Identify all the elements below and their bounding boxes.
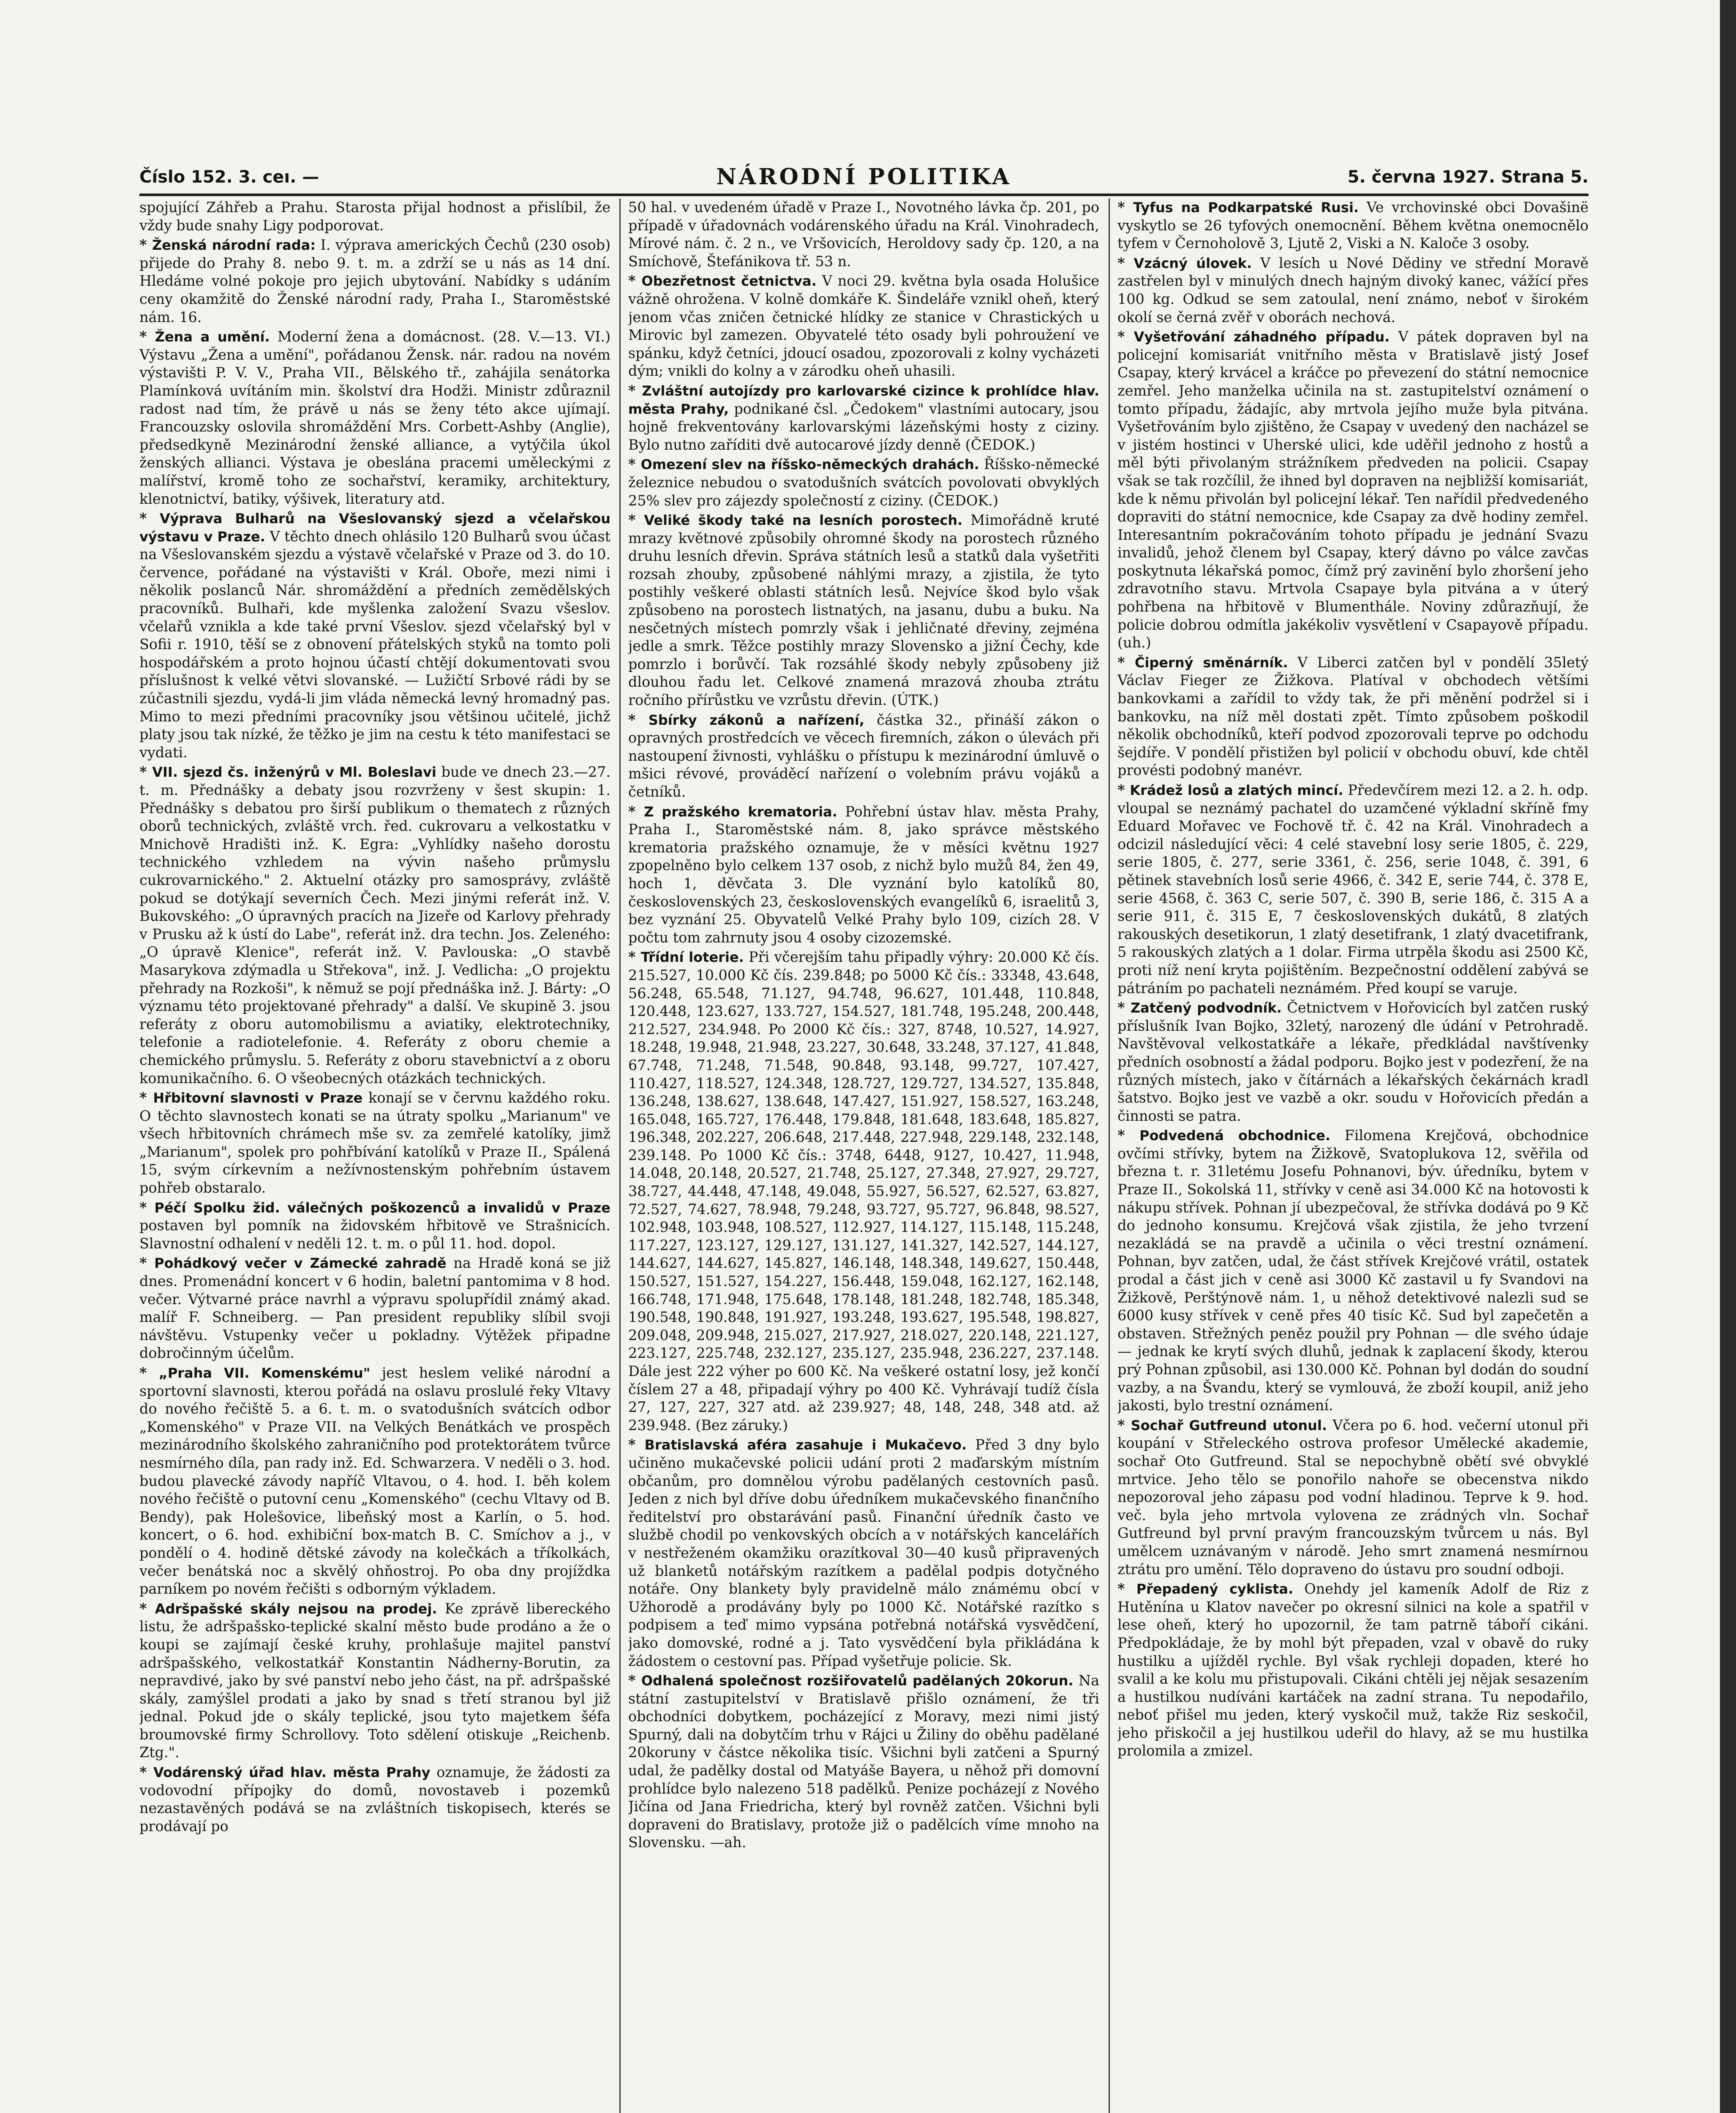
- article-body: postaven byl pomník na židovském hřbitově ve Strašnicích. Slavnostní odhalení v neděli 12. t. m. o půl 11. hod. dopol.: [139, 1217, 610, 1252]
- issue-number: Číslo 152. 3. ceı. —: [139, 167, 319, 187]
- article-body: Včera po 6. hod. večerní utonul při koupání v Střeleckého ostrova profesor Umělecké akademie, sochař Oto Gutfreund. Stal se nepochybně obětí své obvyklé mrtvice. Jeho tělo se ponořilo nahoře se obecenstva nikdo nepozoroval jeho zápasu pod vodní hladinou. Teprve k 9. hod. več. byla jeho mrtvola vylovena ze zrádných vln. Sochař Gutfreund byl první pravým francouzským tvůrcem u nás. Byl umělcem uznávaným v národě. Jeho smrt znamená nesmírnou ztrátu pro umění. Tělo dopraveno do ústavu pro soudní odboji.: [1117, 1417, 1589, 1578]
- article-bullet-icon: *: [628, 803, 644, 820]
- article-body: 50 hal. v uvedeném úřadě v Praze I., Novotného lávka čp. 201, po případě v úřadovnách vodárenského úřadu na Král. Vinohradech, Mírové nám. č. 2 n., ve Vršovicích, Heroldovy sady čp. 120, a na Smíchově, Štefánikova tř. 53 n.: [628, 199, 1099, 270]
- news-article: [139, 1199, 610, 1253]
- article-body: na Hradě koná se již dnes. Promenádní koncert v 6 hodin, baletní pantomima v 8 hod. večer. Výtvarné práce navrhl a výpravu spolupřídil známý akad. malíř F. Schneiberg. — Pan president republiky slíbil svoji návštěvu. Vstupenky večer u pokladny. Výtěžek připadne dobročinným účelům.: [139, 1255, 610, 1362]
- article-heading: Žena a umění.: [155, 329, 270, 345]
- news-article: [1117, 199, 1589, 253]
- article-bullet-icon: *: [1117, 254, 1134, 271]
- article-bullet-icon: *: [628, 949, 641, 966]
- page-header: [139, 164, 1589, 196]
- article-bullet-icon: *: [139, 1255, 155, 1272]
- news-article: [139, 1364, 610, 1598]
- article-heading: VII. sjezd čs. inženýrů v Ml. Boleslavi: [152, 764, 436, 781]
- article-body: podnikané čsl. „Čedokem" vlastními autocary, jsou hojně frekventovány karlovarskými lázeňskými hosty z ciziny. Bylo nutno zaříditi dvě autocarové jízdy denně (ČEDOK.): [628, 400, 1099, 453]
- article-body: Onehdy jel kameník Adolf de Riz z Hutěnína u Klatov navečer po okresní silnici na kole a spatřil v lese oheň, který ho upozornil, že tam patrně táboří cikáni. Předpokládaje, že by mohl být přepaden, vzal v obavě do ruky hustilku a ujížděl rychle. Byl však rychleji dopaden, které ho svalil a ke kolu mu přistupovali. Cikáni chtěli jej nějak sesazením a hustilkou nudíváni kartáček na zadní strana. Tu nepodařilo, neboť přišel mu jeden, který vyskočil muž, takže Riz seskočil, jeho přiskočil a jej hustilkou udeřil do hlavy, až se mu hustilka prolomila a zmizel.: [1117, 1581, 1589, 1759]
- column-left: [139, 199, 610, 2113]
- article-body: bude ve dnech 23.—27. t. m. Přednášky a debaty jsou rozvrženy v šest skupin: 1. Přednášky s debatou pro širší publikum o thematech z různých oborů technických, zvláště vrch. řed. cukrovaru a velkostatku v Mnichově Hradišti inž. K. Egra: „Vyhlídky našeho dorostu technického vzhledem na vývin našeho průmyslu cukrovarnického." 2. Aktuelní otázky pro samosprávy, zvláště pokud se dotýkají severních Čech. Mezi jinými referát inž. V. Bukovského: „O úpravných pracích na Jizeře od Karlovy přehrady v Prusku až k ústí do Labe", referát inž. dra techn. Jos. Zeleného: „O úpravě Klenice", referát inž. V. Pavlouska: „O stavbě Masarykova zdýmadla u Střekova", inž. J. Vedlicha: „O projektu přehrady na Rozkoši", k němuž se pojí přednáška inž. J. Bárty: „O významu této projektované přehrady" a další. Ve skupině 3. jsou referáty z oboru automobilismu a aviatiky, elektrotechniky, telefonie a radiotelefonie. 4. Referáty z oboru chemie a chemického průmyslu. 5. Referáty z oboru stavebnictví a z oboru komunikačního. 6. O všeobecných otázkách technických.: [139, 764, 610, 1087]
- article-heading: Vodárenský úřad hlav. města Prahy: [153, 1764, 431, 1781]
- news-article: [628, 382, 1099, 454]
- article-bullet-icon: *: [1117, 1581, 1136, 1597]
- article-bullet-icon: *: [628, 273, 642, 289]
- article-bullet-icon: *: [1117, 782, 1130, 798]
- article-body: Pohřební ústav hlav. města Prahy, Praha I., Staroměstské nám. 8, jako správce městského krematoria pražského oznamuje, že v měsíci květnu 1927 zpopelněno bylo celkem 137 osob, z nichž bylo mužů 84, žen 49, hoch 1, děvčata 3. Dle vyznání bylo katolíků 80, československých 23, československých evangelíků 6, israelitů 3, bez vyznání 25. Obyvatelů Velké Prahy bylo 109, cizích 28. V počtu tom zahrnuty jsou 4 osoby cizozemské.: [628, 803, 1099, 946]
- article-heading: Vzácný úlovek.: [1134, 255, 1252, 271]
- article-body: Předevčírem mezi 12. a 2. h. odp. vloupal se neznámý pachatel do uzamčené výkladní skříně fmy Eduard Mořavec ve Fochově tř. č. 42 na Král. Vinohradech a odcizil následující věci: 4 celé stavební losy serie 1805, č. 229, serie 1805, č. 277, serie 3361, č. 256, serie 1048, č. 391, 6 pětinek stavebních losů serie 4966, č. 342 E, serie 744, č. 378 E, serie 4568, č. 363 C, serie 507, č. 390 B, serie 186, č. 315 A a serie 911, č. 315 E, 7 československých dukátů, 8 zlatých rakouských desetikorun, 1 zlatý desetifrank, 1 zlatý dvacetifrank, 5 rakouských zlatých a 1 dolar. Firma utrpěla škodu asi 2500 Kč, proti níž není kryta pojištěním. Bezpečnostní oddělení zabývá se pátráním po pachateli neznámém. Před koupí se varuje.: [1117, 782, 1589, 996]
- article-bullet-icon: *: [139, 1600, 155, 1617]
- article-body: Při včerejším tahu připadly výhry: 20.000 Kč čís. 215.527, 10.000 Kč čís. 239.848; po 5000 Kč čís.: 33348, 43.648, 56.248, 65.548, 71.127, 94.748, 96.627, 101.448, 110.848, 120.448, 123.627, 133.727, 154.527, 181.748, 195.248, 200.448, 212.527, 234.948. Po 2000 Kč čís.: 327, 8748, 10.527, 14.927, 18.248, 19.948, 21.948, 23.227, 30.648, 33.248, 37.127, 41.848, 67.748, 71.248, 71.548, 90.848, 93.148, 99.727, 107.427, 110.427, 118.527, 124.348, 128.727, 129.727, 134.527, 135.848, 136.248, 138.627, 138.648, 147.427, 151.927, 158.527, 163.248, 165.048, 165.727, 176.448, 179.848, 181.648, 183.648, 185.827, 196.348, 202.227, 206.648, 217.448, 227.948, 229.148, 232.148, 239.148. Po 1000 Kč čís.: 3748, 6448, 9127, 10.427, 11.948, 14.048, 20.148, 20.527, 21.748, 25.127, 27.348, 27.927, 29.727, 38.727, 44.448, 47.148, 49.048, 55.927, 56.527, 62.527, 63.827, 72.527, 74.627, 78.948, 79.248, 93.727, 95.727, 96.848, 98.527, 102.948, 103.948, 108.527, 112.927, 114.127, 115.148, 115.248, 117.227, 123.127, 129.127, 131.127, 141.327, 142.527, 144.127, 144.627, 144.627, 145.827, 146.148, 148.348, 149.627, 150.448, 150.527, 151.527, 154.227, 156.448, 159.048, 162.127, 162.148, 166.748, 171.948, 175.648, 178.148, 181.248, 182.748, 185.348, 190.548, 190.848, 191.927, 193.248, 193.627, 195.548, 198.827, 209.048, 209.948, 215.027, 217.927, 218.027, 220.148, 221.127, 223.127, 225.748, 232.127, 235.127, 235.948, 236.227, 237.148. Dále jest 222 výher po 600 Kč. Na veškeré ostatní losy, jež končí číslem 27 a 48, připadají výhry po 400 Kč. Vyhrávají tudíž čísla 27, 127, 227, 327 atd. až 239.927; 48, 148, 248, 348 atd. až 239.948. (Bez záruky.): [628, 949, 1099, 1433]
- article-heading: Péčí Spolku žid. válečných poškozenců a invalidů v Praze: [154, 1199, 610, 1216]
- article-columns: [139, 199, 1589, 2113]
- article-bullet-icon: *: [139, 1199, 155, 1216]
- article-body: Moderní žena a domácnost. (28. V.—13. VI.) Výstavu „Žena a umění", pořádanou Žensk. nár. radou na novém výstavišti P. V. V., Praha VII., Bělského tř., zahájila senátorka Plamínková uvítáním min. školství dra Hodži. Ministr zdůraznil radost nad tím, že právě u nás se ženy této akce ujímají. Francouzsky oslovila shromáždění Mrs. Corbett-Ashby (Anglie), předsedkyně Mezinárodní ženské alliance, a vytýčila úkol ženských allianci. Výstava je obeslána pracemi uměleckými z malířství, kromě toho ze sochařství, keramiky, architektury, klenotnictví, batiky, výšivek, literatury atd.: [139, 328, 610, 507]
- column-right: [1117, 199, 1589, 2113]
- news-article: [1117, 1417, 1589, 1578]
- news-article: [139, 1089, 610, 1197]
- news-article: [139, 763, 610, 1087]
- news-article: [628, 1436, 1099, 1670]
- article-heading: Omezení slev na říšsko-německých drahách.: [640, 456, 979, 473]
- article-heading: Adršpašské skály nejsou na prodej.: [155, 1600, 437, 1617]
- article-bullet-icon: *: [1117, 199, 1134, 216]
- article-bullet-icon: *: [1117, 654, 1135, 671]
- news-article: [628, 948, 1099, 1434]
- article-heading: Odhalená společnost rozšiřovatelů padělaných 20korun.: [641, 1673, 1074, 1689]
- article-body: Před 3 dny bylo učiněno mukačevské policii udání proti 2 maďarským místním občanům, pro domnělou výrobu padělaných cestovních pasů. Jeden z nich byl dříve dobu úředníkem mukačevského finančního ředitelství pro obstarávání pasů. Finanční úředník často ve službě chodil po venkovských obcích a v notářských kancelářích v nestřeženém okamžiku orazítkoval 30—40 kusů připravených už blanketů notářským razítkem a padělal podpis dotyčného notáře. Ony blankety byly pravidelně málo známému obcí v Užhorodě a prodávány byly po 1000 Kč. Notářské razítko s podpisem a teď mimo vypsána potřebná notářská vysvědčení, jako domovské, rodné a j. Tato vysvědčení byla přikládána k žádostem o cestovní pas. Případ vyšetřuje policie. Sk.: [628, 1436, 1099, 1669]
- article-body: Na státní zastupitelství v Bratislavě přišlo oznámení, že tři obchodníci dobytkem, pocházející z Moravy, mezi nimi jistý Spurný, dali na dobytčím trhu v Rájci u Žiliny do oběhu padělané 20koruny v částce několika tisíc. Všichni byli zatčeni a Spurný udal, že padělky dostal od Matyáše Bayera, u něhož při domovní prohlídce bylo nalezeno 518 padělků. Penize pocházejí z Nového Jičína od Jana Friedricha, který byl rovněž zatčen. Všichni byli dopraveni do Bratislavy, protože již o padělcích víme mnoho na Slovensku. —ah.: [628, 1672, 1099, 1851]
- news-article: [628, 711, 1099, 801]
- masthead-title: NÁRODNÍ POLITIKA: [716, 164, 1012, 190]
- news-article: [139, 1600, 610, 1762]
- article-body: jest heslem veliké národní a sportovní slavnosti, kterou pořádá na oslavu proslulé řeky Vltavy do nového řečiště 5. a 6. t. m. o svatodušních svátcích odbor „Komenského" v Praze VII. na Velkých Benátkách ve prospěch mezinárodního školského zahraničního pod protektorátem tvůrce nesmírného díla, pan rady inž. Ed. Schwarzera. V neděli o 3. hod. budou plavecké závody napříč Vltavou, o 4. hod. I. běh kolem nového řečiště o putovní cenu „Komenského" (cechu Vltavy od B. Bendy), pak Holešovice, libeňský most a Karlín, o 5. hod. koncert, o 6. hod. exhibiční box-match B. C. Smíchov a j., v pondělí o 4. hodině dětské závody na kolečkách a tříkolkách, večer benátská noc a skvělý ohňostroj. Po oba dny projíždka parníkem po novém řečišti s odborným výkladem.: [139, 1365, 610, 1597]
- article-body: oznamuje, že žádosti za vodovodní přípojky do domů, novostaveb i pozemků nezastavěných podává se na zvláštních tiskopisech, kterés se prodávají po: [139, 1764, 610, 1835]
- article-body: V pátek dopraven byl na policejní komisariát vnitřního města v Bratislavě jistý Josef Csapay, který krvácel a kráčce po převezení do státní nemocnice zemřel. Jeho manželka učinila na st. zastupitelství oznámení o tomto případu, žádajíc, aby mrtvola jejího muže byla pitvána. Vyšetřováním bylo zjištěno, že Csapay v uvedený den nacházel se v jistém hostinci v Uherské ulici, kde uděřil jednoho z hostů a měl býti přivolaným strážníkem předveden na policii. Csapay však se tak rozčílil, že ihned byl dopraven na nejbližší komisariát, kde k němu přivolán byl policejní lékař. Ten nařídil předvedeného dopraviti do státní nemocnice, kde Csapay za dvě hodiny zemřel. Interesantním pokračováním tohoto případu je jednání Svazu invalidů, jehož členem byl Csapay, který dávno po válce zavčas poskytnuta lékařská pomoc, čímž prý zavinění bylo zhoršení jeho zdravotního stavu. Mrtvola Csapaye byla pitvána a v úterý pohřbena na hřbitově v Blumenthále. Noviny zdůrazňují, že policie dobrou odmítla jakékoliv vysvětlení v Csapayově případu. (uh.): [1117, 328, 1589, 651]
- article-body: Říšsko-německé železnice nebudou o svatodušních svátcích povolovati obvyklých 25% slev pro zájezdy společností z ciziny. (ČEDOK.): [628, 456, 1099, 509]
- article-heading: „Praha VII. Komenskému": [158, 1365, 371, 1381]
- article-bullet-icon: *: [628, 382, 642, 399]
- news-article: [1117, 999, 1589, 1125]
- article-heading: Sochař Gutfreund utonul.: [1131, 1417, 1327, 1433]
- article-heading: Přepadený cyklista.: [1136, 1581, 1294, 1597]
- news-article: [628, 199, 1099, 270]
- article-bullet-icon: *: [628, 1672, 641, 1689]
- news-article: [139, 510, 610, 762]
- news-article: [628, 456, 1099, 510]
- article-heading: Vyšetřování záhadného případu.: [1134, 329, 1390, 345]
- column-middle: [628, 199, 1099, 2113]
- article-bullet-icon: *: [1117, 999, 1131, 1016]
- article-bullet-icon: *: [1117, 328, 1134, 345]
- article-body: I. výprava amerických Čechů (230 osob) přijede do Prahy 8. nebo 9. t. m. a zdrží se u nás as 14 dní. Hledáme volné pokoje pro jejich ubytování. Nabídky s udáním ceny okamžitě do Ženské národní rady, Praha I., Staroměstské nám. 16.: [139, 237, 610, 325]
- article-heading: Třídní loterie.: [640, 949, 744, 966]
- article-heading: Krádež losů a zlatých mincí.: [1130, 782, 1344, 798]
- article-body: V noci 29. května byla osada Holušice vážně ohrožena. V kolně domkáře K. Šindeláře vznikl oheň, který jenom včas zničen četnické hlídky ze stanice v Chrastických u Mirovic byl zamezen. Obyvatelé této osady byli pohroužení ve spánku, když četníci, jdoucí osadou, zpozorovali z kolny vycházeti dým; vnikli do kolny a v zárodku oheň uhasili.: [628, 273, 1099, 379]
- article-bullet-icon: *: [628, 1436, 645, 1453]
- article-heading: Zvláštní autojízdy pro karlovarské cizince k prohlídce hlav. města Prahy,: [628, 382, 1099, 417]
- news-article: [1117, 1127, 1589, 1415]
- article-bullet-icon: *: [1117, 1127, 1139, 1144]
- article-bullet-icon: *: [139, 1089, 153, 1106]
- article-body: Ve vrchovinské obci Dovašinë vyskytlo se 26 tyfových onemocnění. Během května onemocnělo tyfem v Černoholově 3, Ljutě 2, Viski a N. Kaloče 3 osoby.: [1117, 199, 1589, 252]
- news-article: [1117, 1580, 1589, 1760]
- article-bullet-icon: *: [139, 328, 155, 345]
- article-heading: Podvedená obchodnice.: [1139, 1127, 1331, 1144]
- article-body: V těchto dnech ohlásilo 120 Bulharů svou účast na Všeslovanském sjezdu a výstavě včelařské v Praze od 3. do 10. července, pořádané na výstavišti v Král. Oboře, mezi nimi i několik poslanců Nár. shromáždění a předních zemědělských pracovníků. Bulhaři, kde myšlenka založení Svazu všeslov. včelařů vznikla a kde také první Všeslov. sjezd včelařský byl v Sofii r. 1910, těší se z obnovení přátelských styků na tomto poli hospodářském a proto hojnou účastí chtějí dokumentovati svou příslušnost k velké větvi slovanské. — Lužičtí Srbové rádi by se zúčastnili sjezdu, vydá-li jim vláda německá levný hromadný pas. Mimo to mezi předními pracovníky jsou většinou učitelé, jichž platy jsou tak nízké, že těžko je jim na cestu k této manifestaci se vydati.: [139, 528, 610, 761]
- article-body: konají se v červnu každého roku. O těchto slavnostech konati se na útraty spolku „Marianum" ve všech hřbitovních chrámech mše sv. za zemřelé katolíky, jimž „Marianum", spolek pro pohřbívání katolíků v Praze II., Spálená 15, svým církevním a nežívnostenským pohřebním ústavem pohřeb obstaralo.: [139, 1089, 610, 1196]
- news-article: [1117, 328, 1589, 652]
- article-body: Filomena Krejčová, obchodnice ovčími střívky, bytem na Žižkově, Svatoplukova 12, svěřila od března t. r. 31letému Josefu Pohnanovi, býv. úředníku, bytem v Praze II., Sokolská 11, střívky v ceně asi 34.000 Kč na hotovosti k nákupu střívek. Pohnan jí ubezpečoval, že střívka dodává po 9 Kč do jednoho konsumu. Krejčová však zjistila, že jeho tvrzení nezakládá se na pravdě a učinila o věci trestní oznámení. Pohnan, byv zatčen, udal, že část střívek Krejčové vrátil, ostatek prodal a část jich v ceně asi 3000 Kč zastavil u fy Svandovi na Žižkově, Perštýnově nám. 1, u něhož detektivové nalezli sud se 6000 kusy střívek v ceně přes 40 tisíc Kč. Sud byl zapečetěn a obstaven. Střežných peněz použil pry Pohnan — dle svého údaje — jednak ke krytí svých dluhů, jednak k zaplacení škody, kterou prý Pohnan způsobil, asi 130.000 Kč. Pohnan byl dodán do soudní vazby, a na Švandu, který se vymlouvá, že zboží koupil, aniž jeho jakosti, bylo trestní oznámení.: [1117, 1127, 1589, 1414]
- news-article: [139, 199, 610, 235]
- article-bullet-icon: *: [628, 711, 649, 728]
- article-body: Ke zprávě libereckého listu, že adršpašsko-teplické skalní město bude prodáno a že o koupi se zajímají české kruhy, prohlašuje majitel panství adršpašského, velkostatkář Konstantin Nádherny-Borutin, za nepravdivé, jako by své panství nebo jeho část, na př. adršpašské skály, zamýšlel prodati a jako by snad s třetí stranou byl již jednal. Pokud jde o skály teplické, jsou tyto majetkem šéfa broumovské firmy Schrollovy. Toto sdělení otiskuje „Reichenb. Ztg.".: [139, 1600, 610, 1761]
- article-heading: Výprava Bulharů na Všeslovanský sjezd a včelařskou výstavu v Praze.: [139, 511, 610, 545]
- news-article: [1117, 781, 1589, 997]
- article-heading: Bratislavská aféra zasahuje i Mukačevo.: [644, 1437, 967, 1453]
- news-article: [1117, 254, 1589, 326]
- news-article: [139, 236, 610, 326]
- news-article: [628, 272, 1099, 380]
- news-article: [139, 328, 610, 508]
- news-article: [139, 1254, 610, 1362]
- article-body: V Liberci zatčen byl v pondělí 35letý Václav Fieger ze Žižkova. Platíval v obchodech většími bankovkami a zařídil to vždy tak, že při měnění podržel si i bankovku, na níž měl dostati zpět. Tímto způsobem poškodil několik obchodníků, kteří podvod zpozorovali teprve po odchodu šejdíře. V pondělí přistižen byl policií v obchodu obuví, kde chtěl provésti podobný manévr.: [1117, 654, 1589, 779]
- article-heading: Zatčený podvodník.: [1130, 1000, 1282, 1016]
- news-article: [1117, 654, 1589, 780]
- article-bullet-icon: *: [1117, 1417, 1131, 1433]
- news-article: [628, 1672, 1099, 1852]
- article-body: Četnictvem v Hořovicích byl zatčen ruský příslušník Ivan Bojko, 32letý, narozený dle údání v Petrohradě. Navštěvoval velkostatkáře a lékaře, předkládal navštívenky předních osobností a žádal podporu. Bojko jest v podezření, že na různých místech, jako v čítárnách a lékařských čekárnách kradl šatstvo. Bojko jest ve vazbě a okr. soudu v Hořovicích předán a činnosti se patra.: [1117, 999, 1589, 1124]
- news-article: [628, 511, 1099, 710]
- news-article: [628, 803, 1099, 947]
- article-heading: Pohádkový večer v Zámecké zahradě: [154, 1255, 447, 1272]
- date-and-page: 5. června 1927. Strana 5.: [1347, 167, 1589, 187]
- article-body: Mimořádně kruté mrazy květnové způsobily ohromné škody na porostech různého druhu lesních dřevin. Správa státních lesů a statků dala vyšetřiti rozsah zhouby, způsobené náhlými mrazy, a zjistila, že tyto postihly veškeré oblasti státních lesů. Nejvíce škod bylo však způsobeno na porostech listnatých, na jasanu, dubu a buku. Na nesčetných místech pomrzly však i jehličnaté dřeviny, zejména jedle a smrk. Těžce postihly mrazy Slovensko a jižní Čechy, kde pomrzlo i borůvčí. Tak rozsáhlé škody nebyly způsobeny již dlouhou řadu let. Celkové znamená mrazová zhouba ztrátu ročního přírůstku ve vzrůstu dřevin. (ÚTK.): [628, 512, 1099, 709]
- article-heading: Tyfus na Podkarpatské Rusi.: [1133, 199, 1359, 216]
- article-body: částka 32., přináší zákon o opravných prostředcích ve věcech firemních, zákon o úlevách při nastoupení živnosti, vyhlášku o přístupu k mezinárodní úmluvě o mšici révové, prováděcí nařízení o volebním právu vojáků a četníků.: [628, 711, 1099, 800]
- article-heading: Obezřetnost četnictva.: [641, 273, 817, 289]
- article-bullet-icon: *: [139, 1764, 154, 1781]
- news-article: [139, 1764, 610, 1835]
- article-heading: Hřbitovní slavnosti v Praze: [153, 1090, 363, 1106]
- article-bullet-icon: *: [139, 237, 152, 254]
- article-body: V lesích u Nové Dědiny ve střední Moravě zastřelen byl v minulých dnech hajným divoký kanec, vážící přes 100 kg. Odkud se sem zatoulal, není známo, neboť v širokém okolí se černá zvěř v oborách nechová.: [1117, 254, 1589, 325]
- article-heading: Ženská národní rada:: [152, 237, 316, 254]
- article-heading: Sbírky zákonů a nařízení,: [648, 712, 865, 728]
- article-bullet-icon: *: [628, 456, 641, 473]
- article-bullet-icon: *: [139, 510, 160, 527]
- article-body: spojující Záhřeb a Prahu. Starosta přijal hodnost a přislíbil, že vždy bude snahy Ligy podporovat.: [139, 199, 610, 234]
- article-bullet-icon: *: [139, 1365, 159, 1381]
- article-heading: Z pražského krematoria.: [644, 803, 837, 820]
- article-heading: Čiperný směnárník.: [1134, 654, 1288, 671]
- article-bullet-icon: *: [139, 764, 153, 781]
- scan-border: [1720, 0, 1736, 2113]
- article-heading: Veliké škody také na lesních porostech.: [644, 512, 963, 529]
- article-bullet-icon: *: [628, 512, 644, 529]
